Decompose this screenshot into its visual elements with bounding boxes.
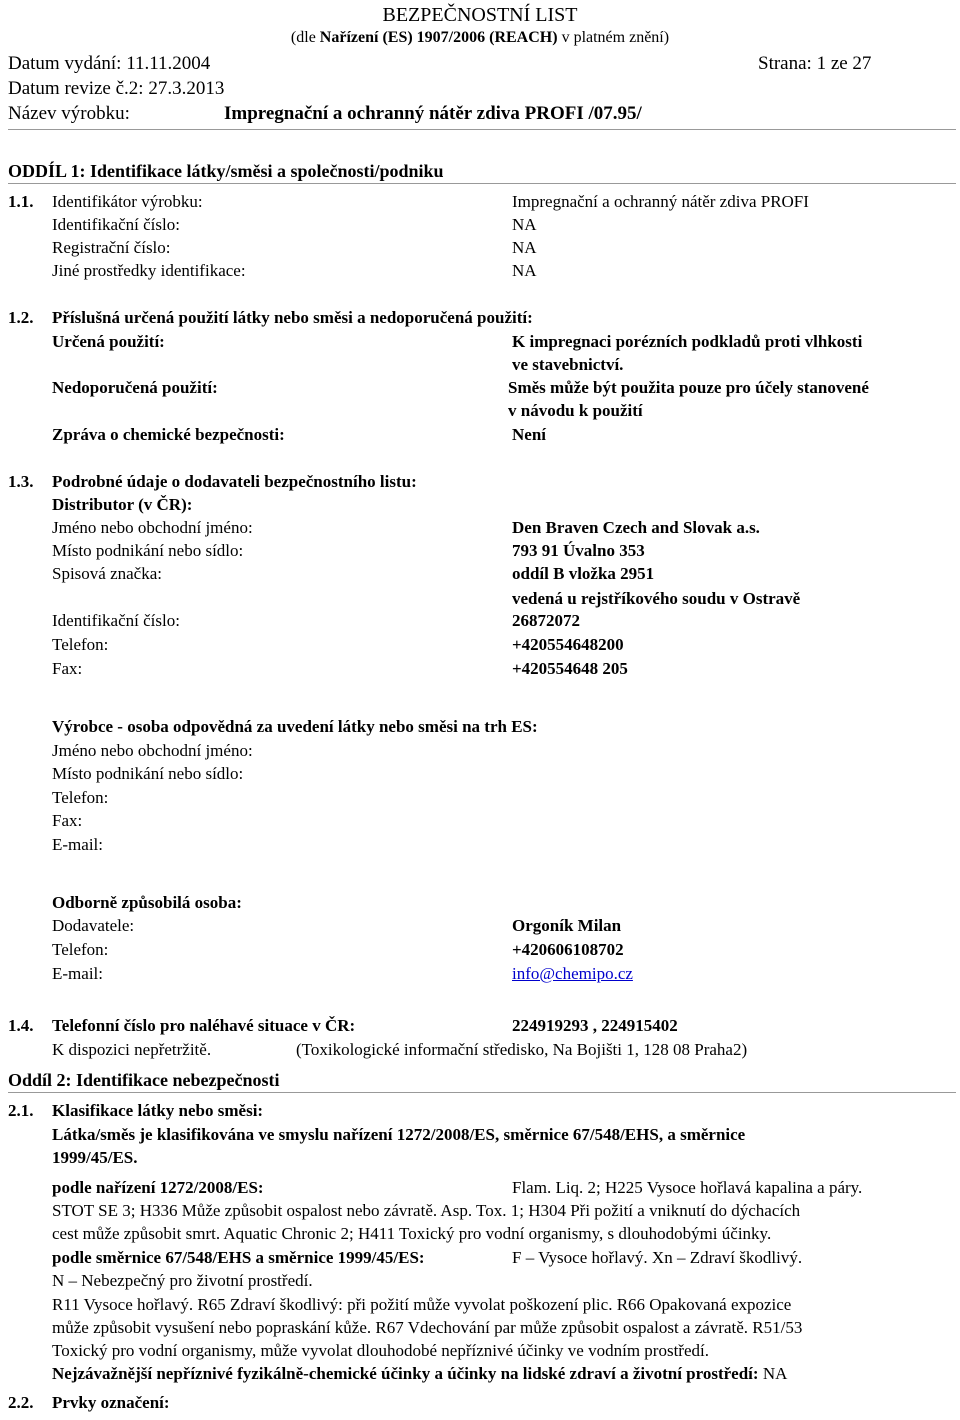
s11-row-value: NA — [512, 261, 537, 280]
s12-number: 1.2. — [8, 308, 34, 327]
s12-title: Příslušná určená použití látky nebo směsi a nedoporučená použití: — [52, 308, 533, 327]
product-name-label: Název výrobku: — [8, 103, 130, 124]
s11-row-label: Identifikační číslo: — [52, 215, 180, 234]
emergency-phone-label: Telefonní číslo pro naléhavé situace v ČR: — [52, 1016, 356, 1035]
manufacturer-row-label: Telefon: — [52, 788, 109, 807]
competent-row-value: Orgoník Milan — [512, 916, 622, 935]
s11-row-value: NA — [512, 215, 537, 234]
clp-text: cest může způsobit smrt. Aquatic Chronic 2; H411 Toxický pro vodní organismy, s dlouhodobými účinky. — [52, 1224, 772, 1243]
s11-row-value: NA — [512, 238, 537, 257]
s11-row-value: Impregnační a ochranný nátěr zdiva PROFI — [512, 192, 809, 211]
emergency-availability: K dispozici nepřetržitě. — [52, 1040, 212, 1059]
product-name-value: Impregnační a ochranný nátěr zdiva PROFI /07.95/ — [224, 103, 642, 124]
section2-title: Oddíl 2: Identifikace nebezpečnosti — [8, 1070, 280, 1090]
manufacturer-heading: Výrobce - osoba odpovědná za uvedení látky nebo směsi na trh ES: — [52, 717, 538, 736]
most-severe-effects-label: Nejzávažnější nepříznivé fyzikálně-chemické účinky a účinky na lidské zdraví a životní prostředí: — [52, 1364, 759, 1383]
s21-number: 2.1. — [8, 1101, 34, 1120]
clp-label: podle nařízení 1272/2008/ES: — [52, 1178, 264, 1197]
section1-divider — [8, 183, 956, 184]
subtitle-suffix: v platném znění) — [557, 29, 670, 46]
competent-email-link[interactable]: info@chemipo.cz — [512, 964, 633, 983]
manufacturer-row-label: E-mail: — [52, 835, 103, 854]
intended-use-value-cont: ve stavebnictví. — [512, 355, 624, 374]
clp-text: STOT SE 3; H336 Může způsobit ospalost nebo závratě. Asp. Tox. 1; H304 Při požití a vniknutí do dýchacích — [52, 1201, 801, 1220]
s11-number: 1.1. — [8, 192, 34, 211]
supplier-row-label: Místo podnikání nebo sídlo: — [52, 541, 244, 560]
supplier-row-label: Spisová značka: — [52, 564, 162, 583]
document-subtitle — [0, 27, 960, 49]
most-severe-effects — [52, 1363, 787, 1385]
supplier-row-value: +420554648 205 — [512, 659, 628, 678]
s11-row-label: Jiné prostředky identifikace: — [52, 261, 246, 280]
competent-person-heading: Odborně způsobilá osoba: — [52, 893, 242, 912]
subtitle-regulation: Nařízení (ES) 1907/2006 (REACH) — [319, 29, 558, 46]
competent-row-label: E-mail: — [52, 964, 103, 983]
s21-title: Klasifikace látky nebo směsi: — [52, 1101, 264, 1120]
clp-value: Flam. Liq. 2; H225 Vysoce hořlavá kapalina a páry. — [512, 1178, 863, 1197]
r-phrases-text: může způsobit vysušení nebo popraskání kůže. R67 Vdechování par může způsobit ospalost a závratě. R51/53 — [52, 1318, 803, 1337]
section2-divider — [8, 1092, 956, 1093]
distributor-heading: Distributor (v ČR): — [52, 495, 193, 514]
document-title: BEZPEČNOSTNÍ LIST — [382, 4, 578, 26]
supplier-row-value: 793 91 Úvalno 353 — [512, 541, 645, 560]
emergency-center: (Toxikologické informační středisko, Na Bojišti 1, 128 08 Praha2) — [296, 1040, 748, 1059]
supplier-row-label: Jméno nebo obchodní jméno: — [52, 518, 253, 537]
emergency-phone-value: 224919293 , 224915402 — [512, 1016, 678, 1035]
s22-number: 2.2. — [8, 1393, 34, 1412]
r-phrases-text: Toxický pro vodní organismy, může vyvolat dlouhodobé nepříznivé účinky ve vodním prostředí. — [52, 1341, 709, 1360]
competent-row-value: +420606108702 — [512, 940, 624, 959]
revision-date: Datum revize č.2: 27.3.2013 — [8, 78, 225, 99]
page-number: Strana: 1 ze 27 — [758, 53, 872, 74]
supplier-row-label: Telefon: — [52, 635, 109, 654]
s22-title: Prvky označení: — [52, 1393, 170, 1412]
intended-use-label: Určená použití: — [52, 332, 165, 351]
manufacturer-row-label: Jméno nebo obchodní jméno: — [52, 741, 253, 760]
directive-label: podle směrnice 67/548/EHS a směrnice 1999/45/ES: — [52, 1248, 425, 1267]
supplier-row-value: Den Braven Czech and Slovak a.s. — [512, 518, 760, 537]
directive-value: F – Vysoce hořlavý. Xn – Zdraví škodlivý. — [512, 1248, 803, 1267]
supplier-row-label: Fax: — [52, 659, 83, 678]
section1-title: ODDÍL 1: Identifikace látky/směsi a společnosti/podniku — [8, 161, 444, 181]
not-recommended-label: Nedoporučená použití: — [52, 378, 218, 397]
competent-row-label: Dodavatele: — [52, 916, 135, 935]
s13-title: Podrobné údaje o dodavateli bezpečnostního listu: — [52, 472, 417, 491]
issue-date: Datum vydání: 11.11.2004 — [8, 53, 211, 74]
manufacturer-row-label: Fax: — [52, 811, 83, 830]
header-divider — [8, 129, 956, 130]
classification-statement: Látka/směs je klasifikována ve smyslu nařízení 1272/2008/ES, směrnice 67/548/EHS, a směrnice — [52, 1125, 746, 1144]
s11-row-label: Registrační číslo: — [52, 238, 171, 257]
subtitle-prefix: (dle — [290, 29, 320, 46]
most-severe-effects-value: NA — [762, 1364, 788, 1383]
not-recommended-value-cont: v návodu k použití — [508, 401, 643, 420]
supplier-row-value: +420554648200 — [512, 635, 624, 654]
classification-statement-cont: 1999/45/ES. — [52, 1148, 138, 1167]
safety-report-label: Zpráva o chemické bezpečnosti: — [52, 425, 285, 444]
s11-row-label: Identifikátor výrobku: — [52, 192, 203, 211]
directive-text: N – Nebezpečný pro životní prostředí. — [52, 1271, 313, 1290]
supplier-row-value: 26872072 — [512, 611, 580, 630]
competent-row-label: Telefon: — [52, 940, 109, 959]
supplier-row-value-cont: vedená u rejstříkového soudu v Ostravě — [512, 589, 801, 608]
r-phrases-text: R11 Vysoce hořlavý. R65 Zdraví škodlivý: při požití může vyvolat poškození plic. R66 Opakovaná expozice — [52, 1295, 792, 1314]
supplier-row-label: Identifikační číslo: — [52, 611, 180, 630]
s14-number: 1.4. — [8, 1016, 34, 1035]
intended-use-value: K impregnaci porézních podkladů proti vlhkosti — [512, 332, 863, 351]
supplier-row-value: oddíl B vložka 2951 — [512, 564, 655, 583]
not-recommended-value: Směs může být použita pouze pro účely stanovené — [508, 378, 869, 397]
s13-number: 1.3. — [8, 472, 34, 491]
safety-report-value: Není — [512, 425, 546, 444]
manufacturer-row-label: Místo podnikání nebo sídlo: — [52, 764, 244, 783]
